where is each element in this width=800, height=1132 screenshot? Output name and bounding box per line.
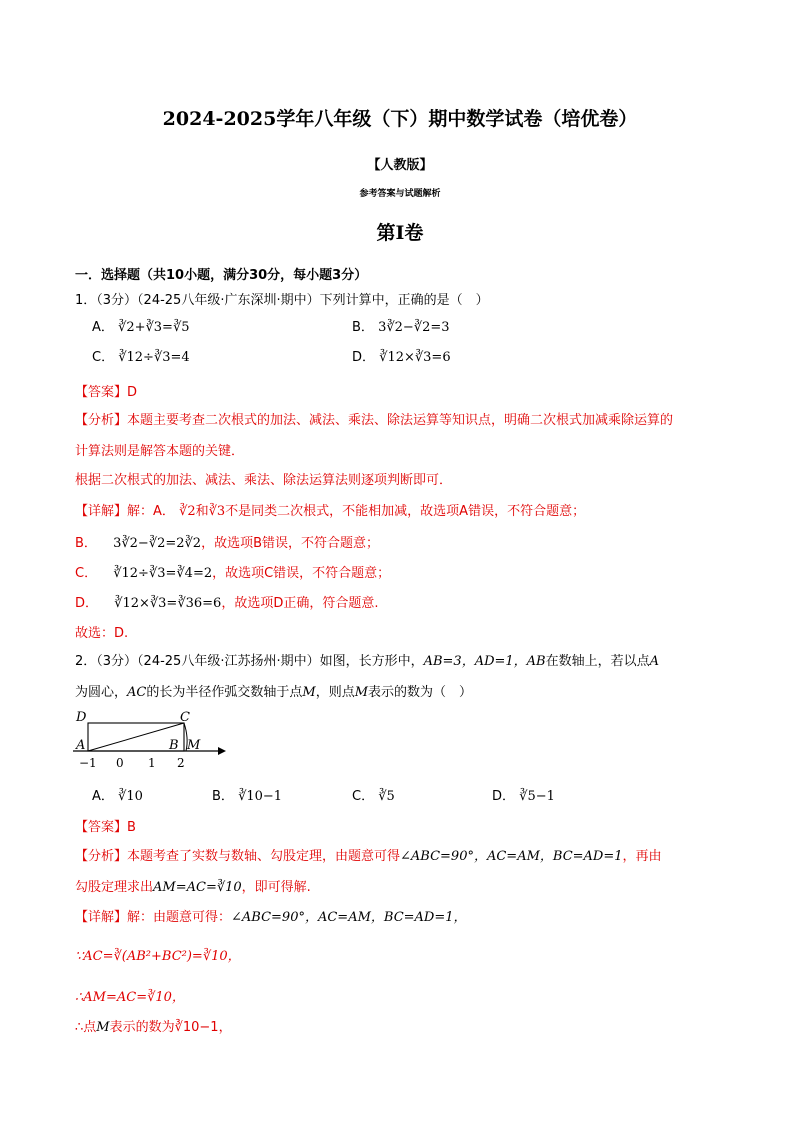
option-label: D． [492, 789, 516, 804]
label-d: D [76, 710, 87, 725]
option-label: C． [352, 789, 375, 804]
option-expression: ∛10 [118, 789, 143, 804]
option-expression: 3∛2−∛2=3 [378, 320, 450, 335]
stem-text: 2．（3分）（24-25八年级·江苏扬州·期中）如图，长方形中， [75, 654, 424, 669]
label-b: B [169, 738, 179, 753]
detail-label: B． [75, 536, 97, 551]
detail-expression: 3∛2−∛2=2∛2 [113, 536, 202, 551]
q1-analysis-line-3: 根据二次根式的加法、减法、乘法、除法运算法则逐项判断即可． [75, 473, 453, 488]
analysis-math: ∠ABC=90°，AC=AM，BC=AD=1 [400, 849, 623, 864]
tick-label-neg1: −1 [79, 756, 97, 770]
option-label: D． [352, 350, 376, 365]
option-label: A． [92, 789, 114, 804]
q1-option-a [92, 316, 190, 335]
q2-detail-line-2: ∵AC=∛(AB²+BC²)=∛10， [75, 949, 241, 964]
detail-text: ，故选项D正确，符合题意. [221, 596, 379, 611]
page-title: 2024-2025学年八年级（下）期中数学试卷（培优卷） [162, 108, 638, 130]
tick-label-0: 0 [116, 756, 124, 770]
option-label: B． [352, 320, 374, 335]
detail-text: ，故选项C错误，不符合题意； [212, 566, 391, 581]
question-1-stem: 1．（3分）（24-25八年级·广东深圳·期中）下列计算中，正确的是（ ） [75, 293, 489, 308]
section-heading: 一．选择题（共10小题，满分30分，每小题3分） [75, 268, 368, 283]
detail-expression: ∛2和∛3 [179, 504, 226, 519]
analysis-text: 勾股定理求出 [75, 880, 154, 895]
axis-arrowhead [218, 747, 226, 755]
edition-label: 【人教版】 [367, 158, 433, 173]
option-expression: ∛12×∛3=6 [379, 350, 451, 365]
q2-option-a [92, 785, 143, 804]
q2-answer: 【答案】B [75, 820, 136, 835]
question-2-stem-line-2 [75, 681, 472, 700]
q1-answer: 【答案】D [75, 385, 138, 400]
detail-text: 不是同类二次根式，不能相加减，故选项A错误，不符合题意； [225, 504, 586, 519]
detail-expression: ∛12÷∛3=∛4=2 [113, 566, 213, 581]
q1-analysis-line-1: 【分析】本题主要考查二次根式的加法、减法、乘法、除法运算等知识点，明确二次根式加减乘除运算的 [75, 413, 674, 428]
label-a: A [76, 738, 86, 753]
stem-text: 为圆心， [75, 685, 128, 700]
q2-option-d [492, 785, 555, 804]
label-c: C [180, 710, 190, 725]
stem-text: ，则点 [315, 685, 355, 700]
detail-text: 【详解】解：由题意可得： [75, 910, 232, 925]
option-expression: ∛10−1 [238, 789, 283, 804]
stem-text: 表示的数为（ ） [368, 685, 473, 700]
q1-option-d [352, 346, 451, 365]
detail-text: 表示的数为∛10−1， [109, 1020, 232, 1035]
detail-text: ∴点 [75, 1020, 97, 1035]
label-m: M [187, 738, 201, 753]
stem-math: AC [127, 685, 147, 700]
stem-text: 在数轴上，若以点 [545, 654, 650, 669]
q2-option-c [352, 785, 395, 804]
option-expression: ∛12÷∛3=4 [118, 350, 190, 365]
stem-math: M [302, 685, 316, 700]
tick-label-2: 2 [177, 756, 185, 770]
question-2-stem-line-1 [75, 650, 659, 669]
q1-option-c [92, 346, 190, 365]
q1-detail-a [75, 500, 585, 519]
q1-detail-b [75, 532, 379, 551]
q1-detail-c [75, 562, 390, 581]
q1-detail-d [75, 592, 378, 611]
detail-expression: ∛12×∛3=∛36=6 [114, 596, 222, 611]
option-label: B． [212, 789, 234, 804]
analysis-text: ，再由 [622, 849, 662, 864]
option-expression: ∛2+∛3=∛5 [118, 320, 190, 335]
option-label: C． [92, 350, 115, 365]
q2-analysis-line-2 [75, 876, 311, 895]
detail-math: M [96, 1020, 110, 1035]
option-expression: ∛5 [378, 789, 395, 804]
analysis-text: ，即可得解. [241, 880, 311, 895]
q2-option-b [212, 785, 282, 804]
option-label: A． [92, 320, 114, 335]
q2-detail-line-3: ∴AM=AC=∛10， [75, 990, 185, 1005]
subtitle: 参考答案与试题解析 [359, 189, 441, 199]
stem-math: M [354, 685, 369, 700]
option-expression: ∛5−1 [519, 789, 555, 804]
stem-text: 的长为半径作弧交数轴于点 [146, 685, 303, 700]
stem-math: AB=3，AD=1，AB [423, 654, 546, 669]
detail-prefix: 【详解】解：A． [75, 504, 175, 519]
q2-analysis-line-1 [75, 845, 662, 864]
q2-detail-line-1 [75, 906, 467, 925]
detail-label: D． [75, 596, 99, 611]
q2-detail-line-4 [75, 1016, 232, 1035]
q1-analysis-line-2: 计算法则是解答本题的关键． [75, 444, 245, 459]
q1-option-b [352, 316, 450, 335]
volume-heading: 第Ⅰ卷 [376, 222, 424, 244]
detail-text: ，故选项B错误，不符合题意； [201, 536, 379, 551]
number-line-figure [70, 708, 230, 770]
analysis-math: AM=AC=∛10 [153, 880, 242, 895]
detail-label: C． [75, 566, 98, 581]
q1-conclusion: 故选：D. [75, 626, 129, 641]
stem-math: A [649, 654, 660, 669]
tick-label-1: 1 [148, 756, 156, 770]
analysis-text: 【分析】本题考查了实数与数轴、勾股定理，由题意可得 [75, 849, 401, 864]
detail-math: ∠ABC=90°，AC=AM，BC=AD=1， [231, 910, 467, 925]
